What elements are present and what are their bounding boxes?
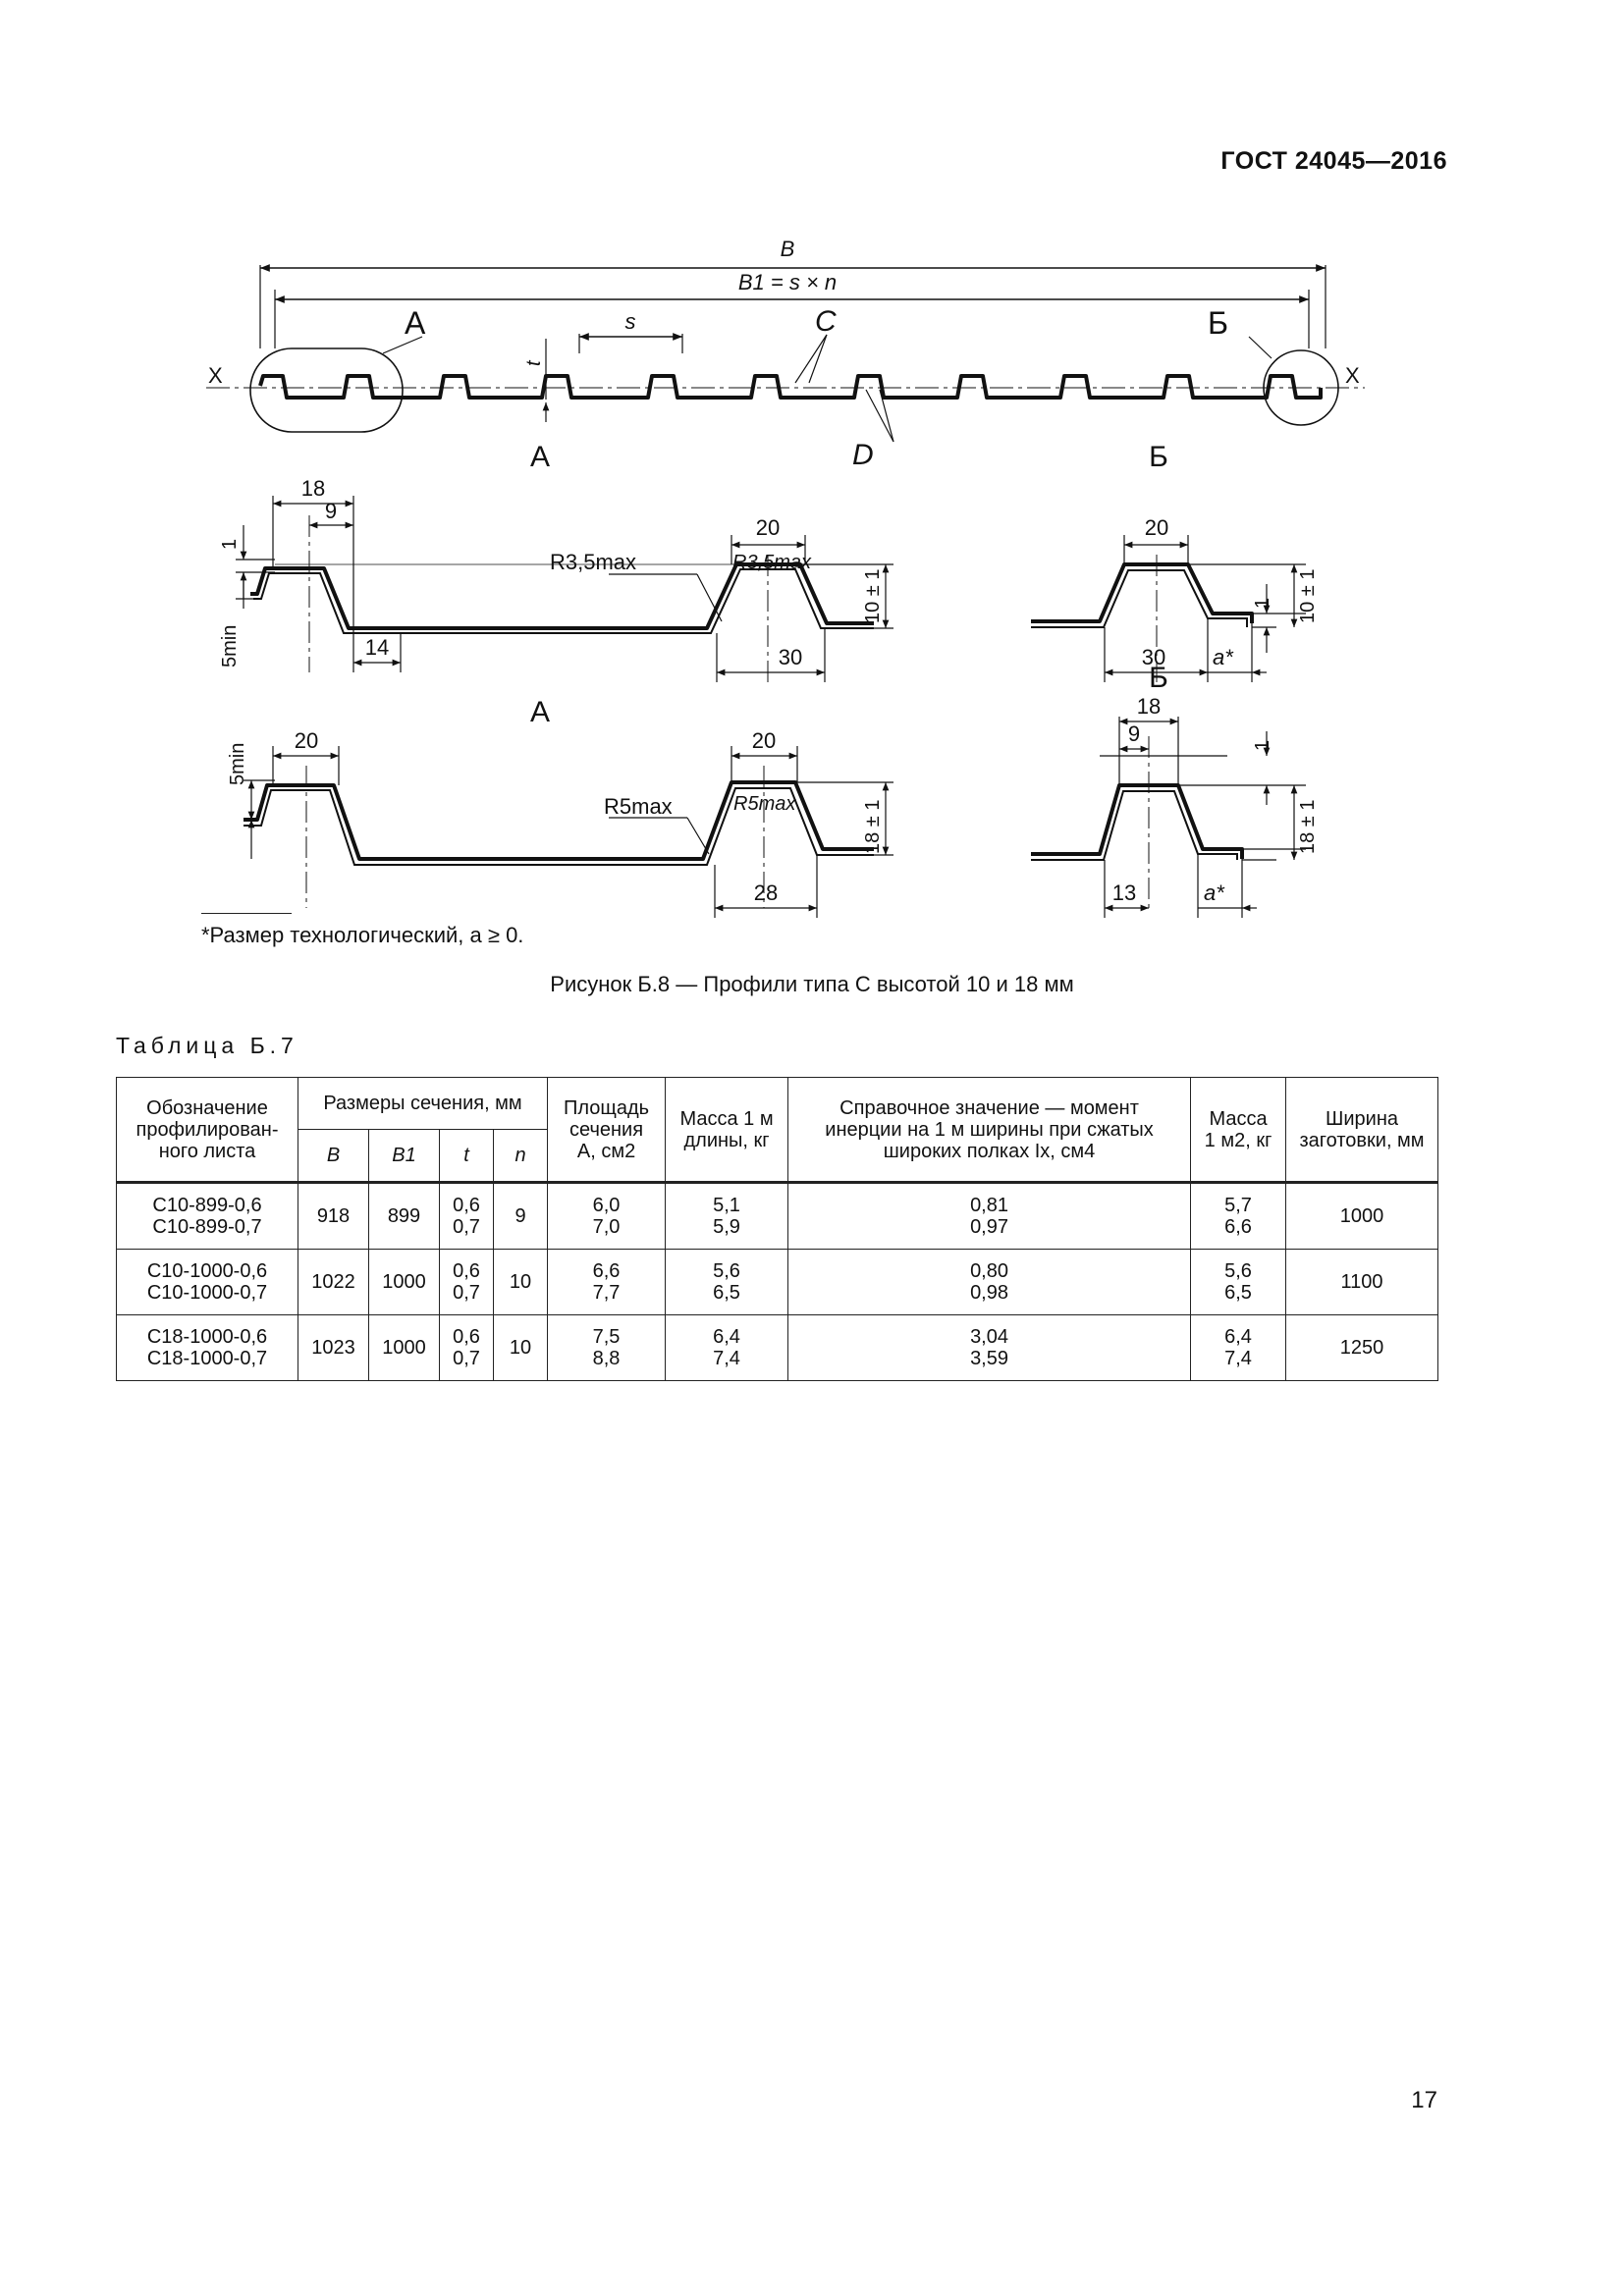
header-B: B [298, 1130, 369, 1183]
document-id: ГОСТ 24045—2016 [1220, 147, 1447, 175]
svg-text:13: 13 [1111, 881, 1137, 905]
header-designation: Обозначение профилирован- ного листа [117, 1078, 298, 1183]
svg-text:18 ± 1: 18 ± 1 [1297, 799, 1319, 854]
svg-text:20: 20 [755, 515, 781, 540]
table-title: Таблица Б.7 [116, 1033, 298, 1058]
svg-text:R3,5max: R3,5max [550, 550, 637, 574]
svg-text:R5max: R5max [604, 794, 673, 819]
svg-text:5min: 5min [219, 624, 241, 667]
header-n: n [494, 1130, 548, 1183]
svg-text:5min: 5min [227, 742, 248, 785]
header-mass-per-m: Масса 1 м длины, кг [666, 1078, 788, 1183]
spec-table [116, 1077, 1438, 1381]
header-inertia: Справочное значение — момент инерции на 1 м ширины при сжатых широких полках Ix, см4 [788, 1078, 1191, 1183]
label-C: C [815, 305, 837, 338]
detail-A-highlight [250, 348, 403, 432]
svg-text:20: 20 [1144, 515, 1169, 540]
label-B: B [780, 237, 795, 261]
svg-text:18: 18 [1136, 694, 1162, 719]
dimension-s [579, 309, 682, 353]
svg-text:14: 14 [364, 635, 390, 660]
overview-profile [260, 376, 1321, 398]
svg-text:20: 20 [751, 728, 777, 753]
svg-text:30: 30 [778, 645, 803, 669]
svg-text:R5max: R5max [733, 793, 796, 815]
detail-B-10mm [1031, 441, 1319, 682]
svg-text:s: s [624, 309, 636, 334]
svg-text:1: 1 [1252, 739, 1273, 751]
detail-title: А [529, 441, 551, 473]
svg-text:t: t [523, 360, 545, 366]
svg-text:18: 18 [300, 476, 326, 501]
table-row: С18-1000-0,6 С18-1000-0,7 1023 1000 0,6 0,7 10 7,5 8,8 6,4 7,4 3,04 3,59 6,4 7,4 1250 [117, 1315, 1438, 1381]
svg-text:1: 1 [1252, 597, 1273, 609]
detail-A-18mm [227, 696, 893, 918]
profile-drawing [187, 221, 1404, 957]
label-detail-A: А [405, 305, 426, 341]
detail-title: Б [1149, 441, 1168, 473]
axis-label-x-left: X [208, 363, 223, 388]
footnote: *Размер технологический, a ≥ 0. [201, 923, 524, 947]
table-row: С10-899-0,6 С10-899-0,7 918 899 0,6 0,7 9 6,0 7,0 5,1 5,9 0,81 0,97 5,7 6,6 1000 [117, 1183, 1438, 1250]
svg-text:a*: a* [1213, 645, 1233, 669]
axis-label-x-right: X [1345, 363, 1360, 388]
table-row: С10-1000-0,6 С10-1000-0,7 1022 1000 0,6 0,7 10 6,6 7,7 5,6 6,5 0,80 0,98 5,6 6,5 1100 [117, 1250, 1438, 1315]
svg-text:9: 9 [324, 499, 338, 523]
svg-text:1: 1 [219, 538, 241, 550]
svg-text:20: 20 [294, 728, 319, 753]
svg-text:10 ± 1: 10 ± 1 [862, 568, 884, 623]
label-D: D [852, 439, 874, 471]
thickness-mark-t [523, 339, 546, 422]
label-B1-formula: B1 = s × n [737, 270, 838, 294]
svg-text:30: 30 [1141, 645, 1166, 669]
svg-text:9: 9 [1127, 721, 1141, 746]
label-detail-B: Б [1208, 305, 1228, 341]
svg-text:10 ± 1: 10 ± 1 [1297, 568, 1319, 623]
detail-title: Б [1149, 662, 1168, 694]
page-number: 17 [1411, 2087, 1437, 2113]
detail-A-10mm [219, 441, 893, 682]
svg-text:28: 28 [753, 881, 779, 905]
header-dims: Размеры сечения, мм [298, 1078, 548, 1130]
header-t: t [440, 1130, 494, 1183]
header-mass-per-m2: Масса 1 м2, кг [1191, 1078, 1286, 1183]
svg-text:R3,5max: R3,5max [732, 552, 812, 573]
figure-caption: Рисунок Б.8 — Профили типа С высотой 10 и 18 мм [550, 972, 1074, 996]
detail-B-18mm [1031, 662, 1319, 918]
footnote-rule [201, 913, 292, 914]
header-B1: B1 [369, 1130, 440, 1183]
detail-title: А [529, 696, 551, 728]
svg-text:a*: a* [1204, 881, 1224, 905]
dimension-B1 [275, 270, 1309, 348]
header-blank-width: Ширина заготовки, мм [1286, 1078, 1438, 1183]
svg-text:18 ± 1: 18 ± 1 [862, 799, 884, 854]
header-area: Площадь сечения A, см2 [548, 1078, 666, 1183]
